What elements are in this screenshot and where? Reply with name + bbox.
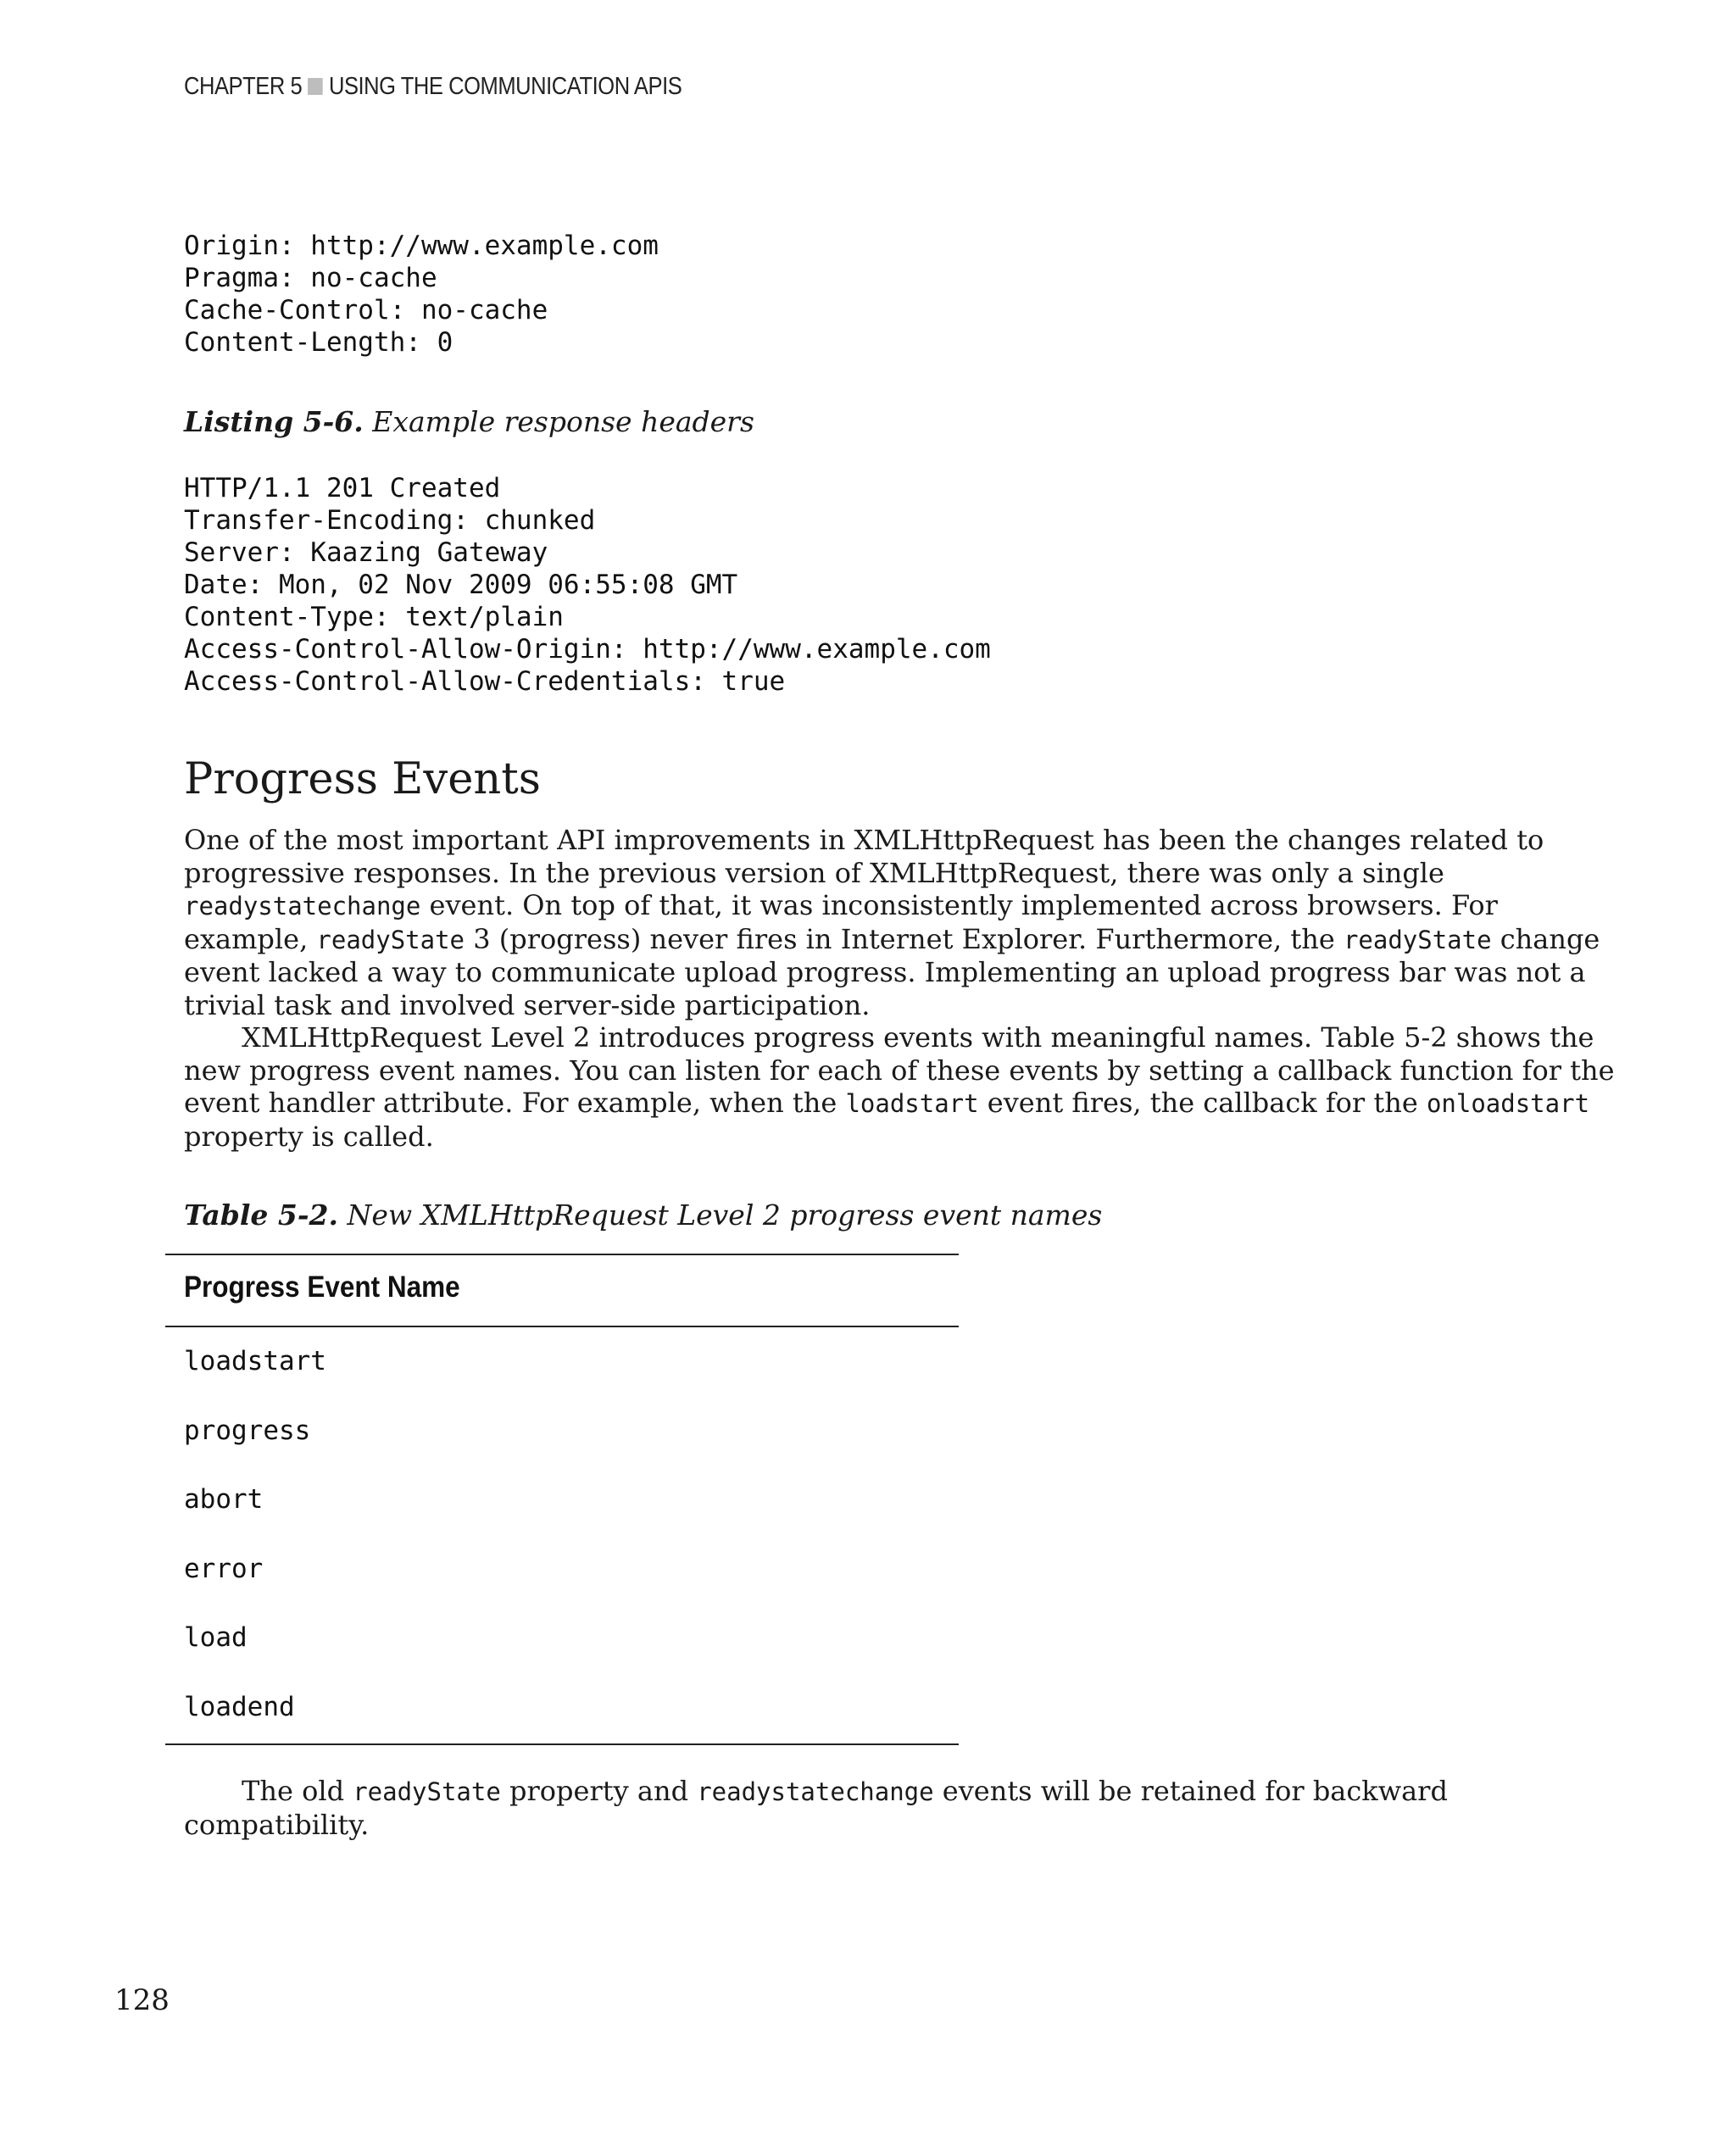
section-heading: Progress Events [184, 754, 541, 804]
code-line: Access-Control-Allow-Origin: http://www.example.com [184, 634, 991, 665]
listing-label: Listing 5-6. [184, 405, 364, 438]
text-line: One of the most important API improvements in XMLHttpRequest has been the changes related to [184, 824, 1544, 856]
table-label: Table 5-2. [184, 1198, 338, 1232]
table-title: New XMLHttpRequest Level 2 progress event names [347, 1198, 1103, 1232]
text-line: event lacked a way to communicate upload progress. Implementing an upload progress bar was not a [184, 956, 1586, 988]
table-caption [184, 1198, 1102, 1232]
code-line: Date: Mon, 02 Nov 2009 06:55:08 GMT [184, 570, 738, 600]
text-run: property and [500, 1775, 698, 1807]
code-line: Content-Length: 0 [184, 327, 453, 358]
code-line: Server: Kaazing Gateway [184, 537, 548, 568]
table-header-rule [165, 1326, 959, 1327]
table-top-rule [165, 1254, 959, 1255]
inline-code: readystatechange [184, 892, 421, 920]
text-line [184, 889, 1515, 923]
request-headers-code [184, 230, 659, 359]
table-row: loadstart [184, 1346, 326, 1376]
text-line: property is called. [184, 1120, 434, 1153]
table-row: progress [184, 1415, 311, 1446]
table-bottom-rule [165, 1743, 959, 1745]
separator-square-icon [308, 78, 323, 95]
inline-code: loadstart [845, 1089, 979, 1118]
text-line: new progress event names. You can listen for each of these events by setting a callback function for the [184, 1054, 1615, 1087]
text-run: The old [242, 1775, 353, 1807]
table-row: abort [184, 1484, 264, 1515]
code-line: Origin: http://www.example.com [184, 231, 659, 261]
code-line: Access-Control-Allow-Credentials: true [184, 666, 786, 697]
text-run: event. On top of that, it was inconsistently implemented across browsers. For [420, 889, 1498, 921]
inline-code: readyState [316, 925, 465, 954]
listing-title: Example response headers [372, 405, 754, 438]
inline-code: readyState [353, 1777, 501, 1806]
running-head [184, 73, 682, 101]
text-run: event fires, the callback for the [978, 1087, 1427, 1119]
text-line: trivial task and involved server-side participation. [184, 988, 871, 1021]
text-run: example, [184, 922, 317, 955]
code-line: Cache-Control: no-cache [184, 295, 548, 325]
text-line [184, 1775, 1515, 1809]
closing-paragraph [184, 1775, 1515, 1841]
section-paragraphs [184, 824, 1615, 1153]
inline-code: readyState [1343, 925, 1492, 954]
page-number: 128 [114, 1983, 170, 2017]
text-run: event handler attribute. For example, when the [184, 1087, 846, 1119]
text-run: change [1491, 922, 1600, 955]
code-line: HTTP/1.1 201 Created [184, 473, 501, 503]
text-line: XMLHttpRequest Level 2 introduces progress events with meaningful names. Table 5-2 shows the [242, 1021, 1594, 1054]
text-line: compatibility. [184, 1808, 370, 1841]
text-line [184, 1087, 1590, 1121]
chapter-title: USING THE COMMUNICATION APIS [328, 73, 682, 100]
table-row: error [184, 1554, 264, 1584]
response-headers-code [184, 472, 991, 698]
chapter-label: CHAPTER 5 [184, 73, 303, 100]
inline-code: readystatechange [697, 1777, 934, 1806]
text-run: events will be retained for backward [933, 1775, 1448, 1807]
table-column-header: Progress Event Name [184, 1271, 460, 1304]
code-line: Transfer-Encoding: chunked [184, 505, 596, 536]
text-line: progressive responses. In the previous version of XMLHttpRequest, there was only a single [184, 856, 1444, 889]
text-line [184, 922, 1600, 957]
inline-code: onloadstart [1426, 1089, 1590, 1118]
text-run: 3 (progress) never fires in Internet Explorer. Furthermore, the [465, 922, 1344, 955]
listing-caption [184, 405, 754, 439]
table-row: load [184, 1622, 248, 1653]
code-line: Pragma: no-cache [184, 263, 437, 293]
code-line: Content-Type: text/plain [184, 602, 564, 632]
table-row: loadend [184, 1692, 295, 1722]
